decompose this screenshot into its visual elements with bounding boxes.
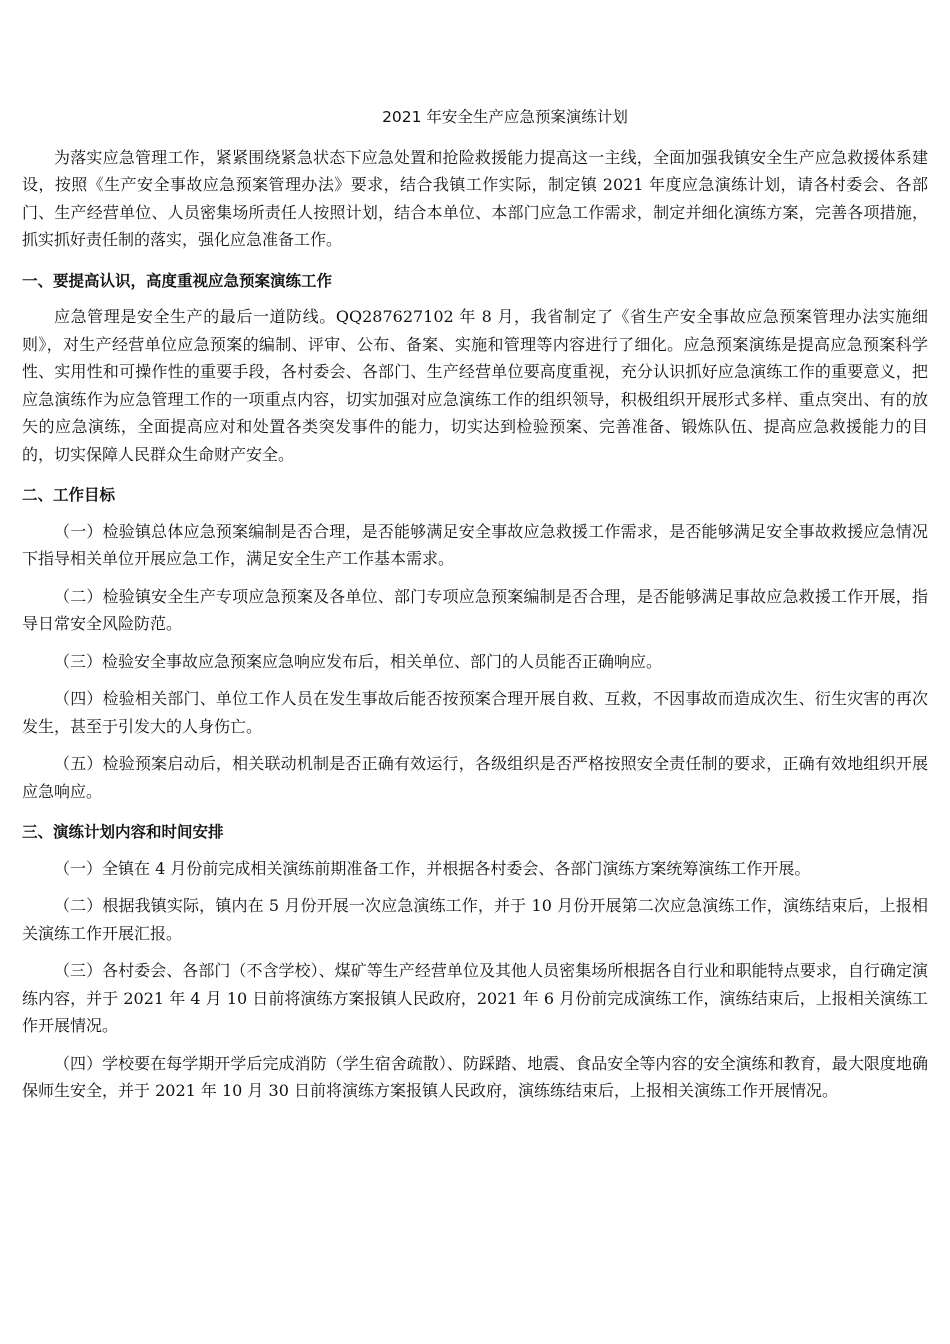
section2-heading: 二、工作目标 <box>22 486 116 504</box>
section2-item-3: （三）检验安全事故应急预案应急响应发布后，相关单位、部门的人员能否正确响应。 <box>54 651 663 671</box>
section3-item-1: （一）全镇在 4 月份前完成相关演练前期准备工作，并根据各村委会、各部门演练方案统筹演练工作开展。 <box>54 858 811 878</box>
intro-paragraph: 为落实应急管理工作，紧紧围绕紧急状态下应急处置和抢险救援能力提高这一主线，全面加强我镇安全生产应急救援体系建设，按照《生产安全事故应急预案管理办法》要求，结合我镇工作实际，制定镇 2021 年度应急演练计划，请各村委会、各部门、生产经营单位、人员密集场所责任人按照计划，结合本单位、本部门应急工作需求，制定并细化演练方案，完善各项措施，抓实抓好责任制的落实，强化应急准备工作。 <box>22 147 928 249</box>
section3-items <box>22 855 928 1105</box>
section3-item-2: （二）根据我镇实际，镇内在 5 月份开展一次应急演练工作，并于 10 月份开展第二次应急演练工作，演练结束后，上报相关演练工作开展汇报。 <box>22 896 928 943</box>
section3-item-3: （三）各村委会、各部门（不含学校）、煤矿等生产经营单位及其他人员密集场所根据各自行业和职能特点要求，自行确定演练内容，并于 2021 年 4 月 10 日前将演练方案报镇人民政府，2021 年 6 月份前完成演练工作，演练结束后，上报相关演练工作开展情况。 <box>22 961 928 1035</box>
section2-item-2: （二）检验镇安全生产专项应急预案及各单位、部门专项应急预案编制是否合理，是否能够满足事故应急救援工作开展，指导日常安全风险防范。 <box>22 586 928 633</box>
document-page <box>22 104 928 1105</box>
section2-item-1: （一）检验镇总体应急预案编制是否合理，是否能够满足安全事故应急救援工作需求，是否能够满足安全事故救援应急情况下指导相关单位开展应急工作，满足安全生产工作基本需求。 <box>22 521 928 568</box>
section2-item-5: （五）检验预案启动后，相关联动机制是否正确有效运行，各级组织是否严格按照安全责任制的要求，正确有效地组织开展应急响应。 <box>22 754 928 801</box>
section2-item-4: （四）检验相关部门、单位工作人员在发生事故后能否按预案合理开展自救、互救，不因事故而造成次生、衍生灾害的再次发生，甚至于引发大的人身伤亡。 <box>22 689 928 736</box>
section2-items <box>22 518 928 806</box>
document-title: 2021 年安全生产应急预案演练计划 <box>382 108 628 126</box>
section1-body: 应急管理是安全生产的最后一道防线。QQ287627102 年 8 月，我省制定了《省生产安全事故应急预案管理办法实施细则》，对生产经营单位应急预案的编制、评审、公布、备案、实施和管理等内容进行了细化。应急预案演练是提高应急预案科学性、实用性和可操作性的重要手段，各村委会、各部门、生产经营单位要高度重视，充分认识抓好应急演练工作的重要意义，把应急演练作为应急管理工作的一项重点内容，切实加强对应急演练工作的组织领导，积极组织开展形式多样、重点突出、有的放矢的应急演练，全面提高应对和处置各类突发事件的能力，切实达到检验预案、完善准备、锻炼队伍、提高应急救援能力的目的，切实保障人民群众生命财产安全。 <box>22 307 928 464</box>
section3-item-4: （四）学校要在每学期开学后完成消防（学生宿舍疏散）、防踩踏、地震、食品安全等内容的安全演练和教育，最大限度地确保师生安全，并于 2021 年 10 月 30 日前将演练方案报镇人民政府，演练练结束后，上报相关演练工作开展情况。 <box>22 1053 928 1100</box>
section1-heading: 一、要提高认识，高度重视应急预案演练工作 <box>22 271 333 290</box>
section3-heading: 三、演练计划内容和时间安排 <box>22 823 224 841</box>
